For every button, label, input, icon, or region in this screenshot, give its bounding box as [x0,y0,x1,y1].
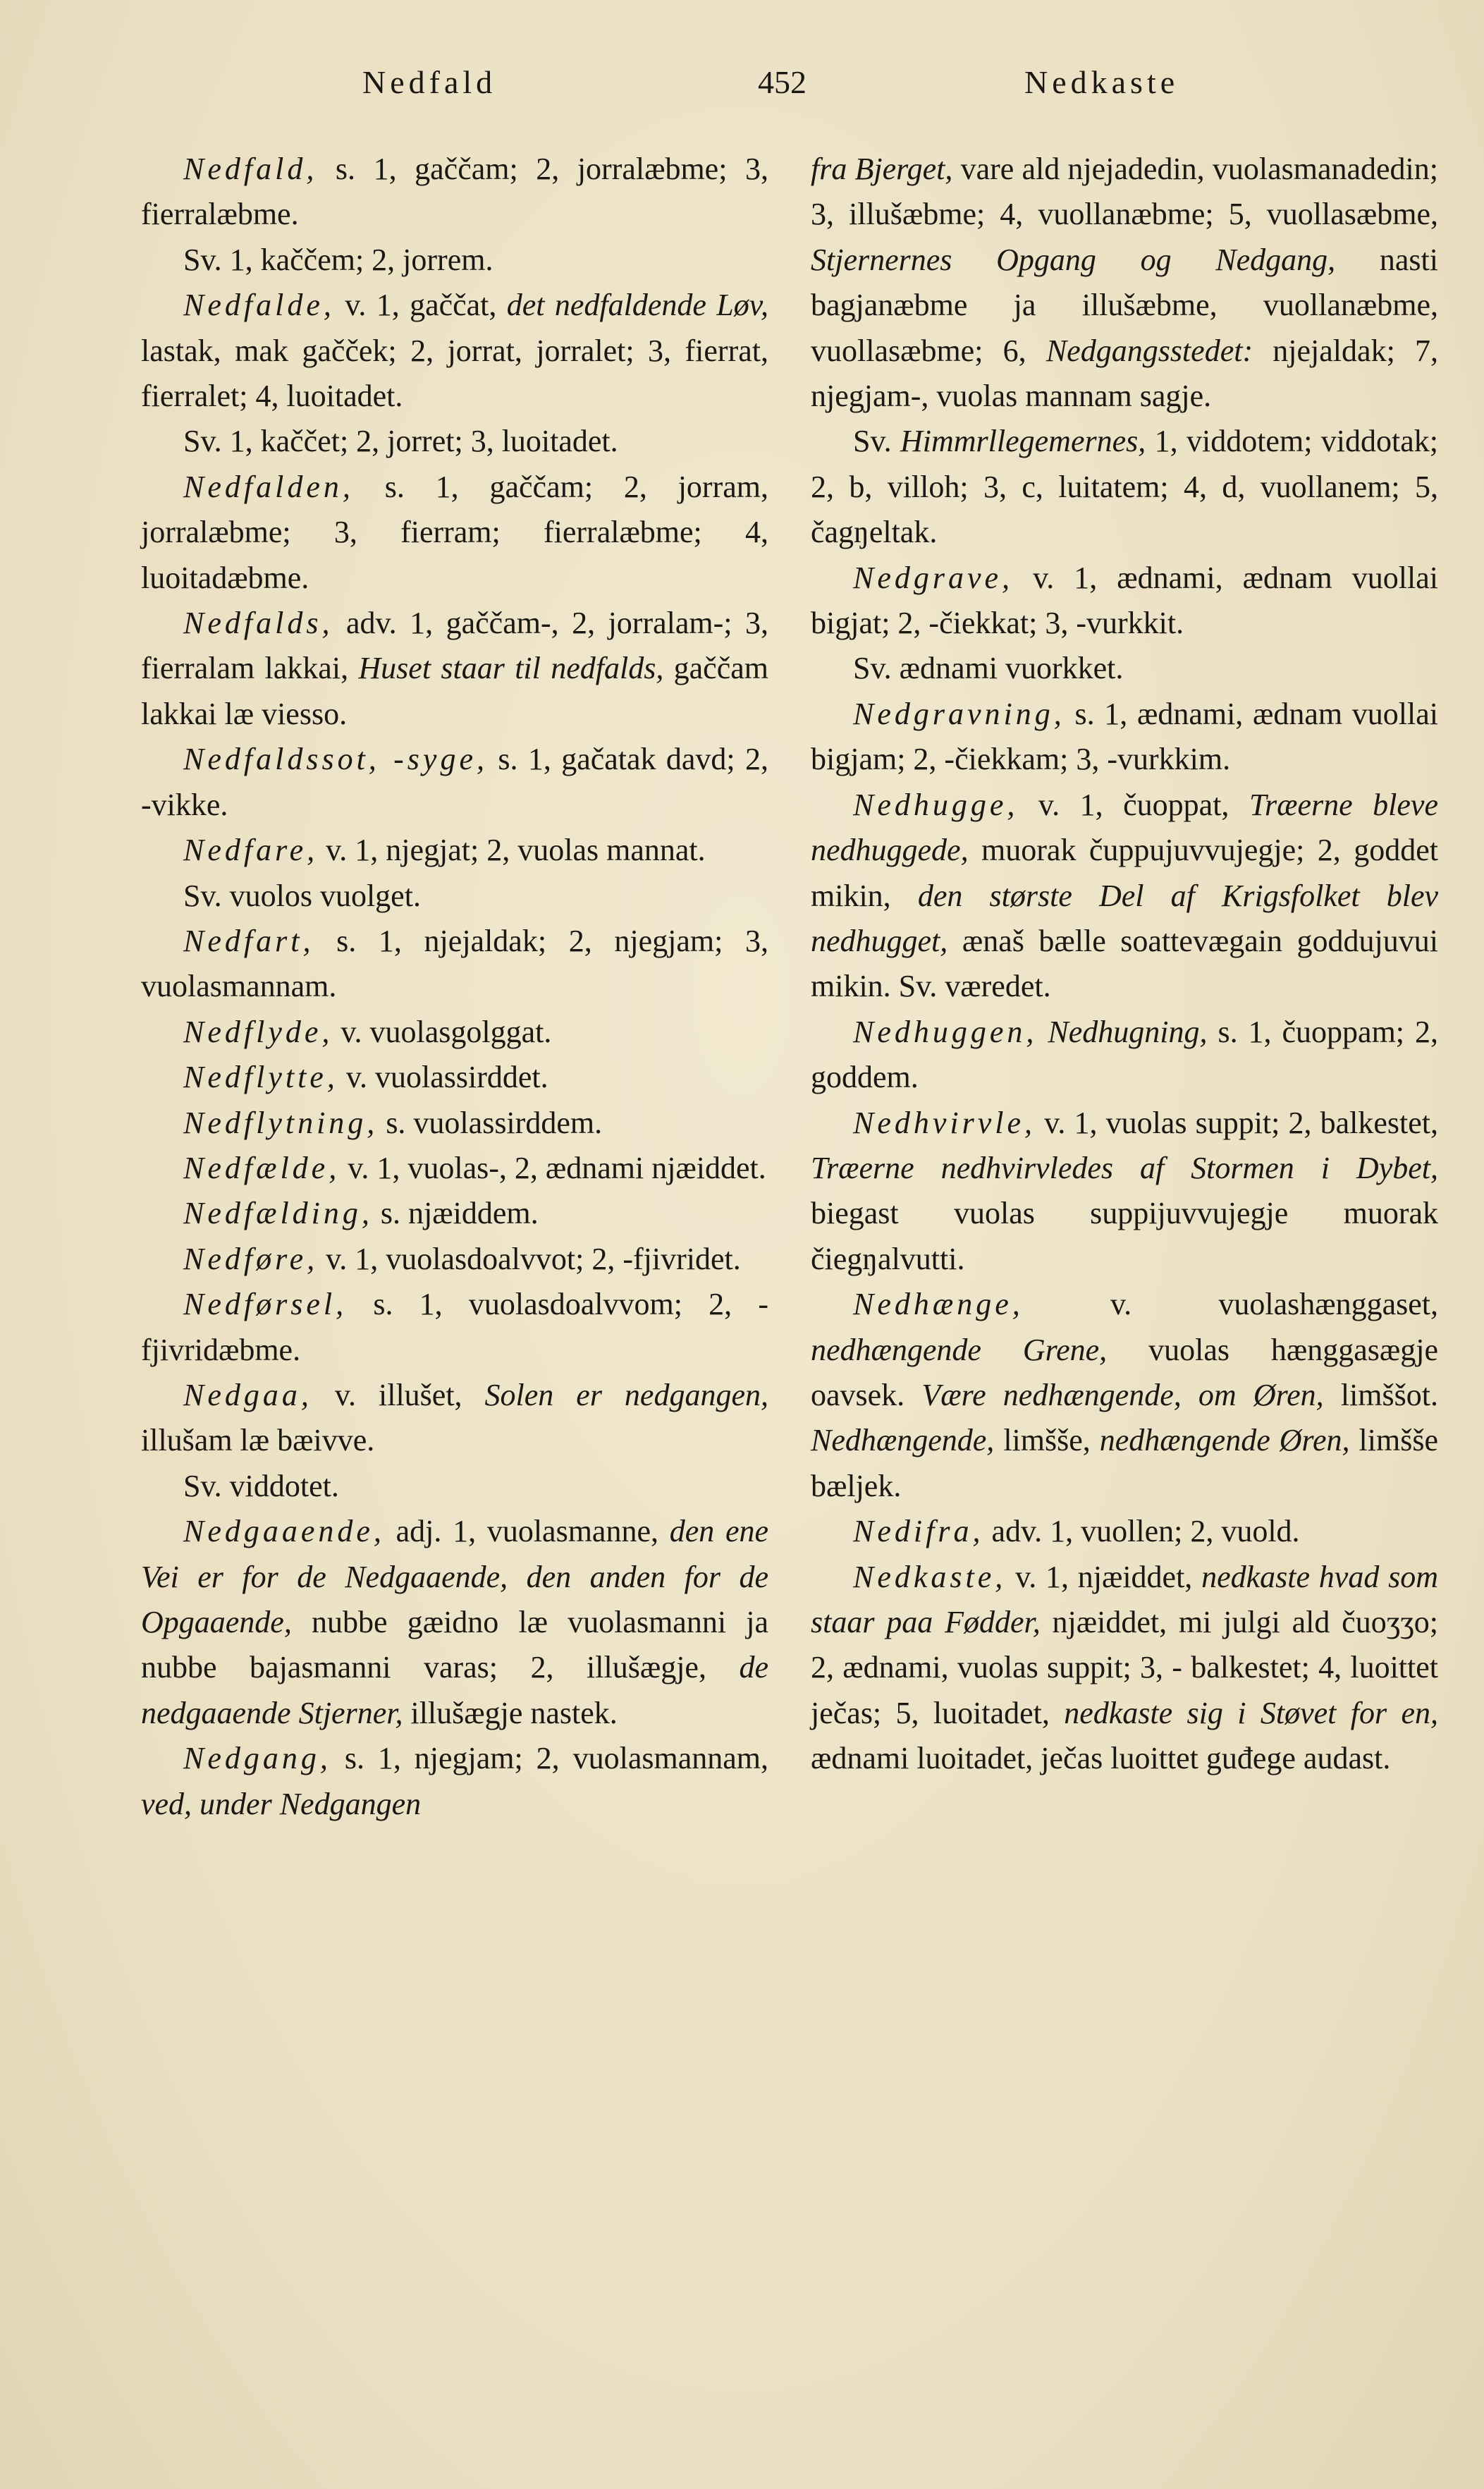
entry-nedgang: Nedgang, s. 1, njegjam; 2, vuolasmannam, ved, under Nedgangen [141,1741,768,1821]
entry-nedkaste: Nedkaste, v. 1, njæiddet, nedkaste hvad som staar paa Fødder, njæiddet, mi julgi ald čuoʒʒo; 2, ædnami, vuolas suppit; 3, - balkestet; 4, luoittet ječas; 5, luoitadet, nedkaste sig i Støvet for en, ædnami luoitadet, ječas luoittet guđege audast. [811,1559,1438,1776]
entry-nedfaelde: Nedfælde, v. 1, vuolas-, 2, ædnami njæiddet. [183,1150,766,1185]
see-also: Sv. Himmrllegemernes, 1, viddotem; viddotak; 2, b, villoh; 3, c, luitatem; 4, d, vuollanem; 5, čagŋeltak. [811,424,1438,550]
entry-nedfalden: Nedfalden, s. 1, gaččam; 2, jorram, jorralæbme; 3, fierram; fierralæbme; 4, luoitadæbme. [141,469,768,595]
entry-nedgravning: Nedgravning, s. 1, ædnami, ædnam vuollai bigjam; 2, -čiekkam; 3, -vurkkim. [811,696,1438,777]
entry-nedhugge: Nedhugge, v. 1, čuoppat, Træerne bleve nedhuggede, muorak čuppujuvvujegje; 2, goddet mikin, den største Del af Krigsfolket blev nedhugget, ænaš bælle soattevægain goddujuvui mikin. Sv. væredet. [811,787,1438,1004]
see-also: Sv. 1, kaččem; 2, jorrem. [183,242,493,277]
entry-nedgang-continued: fra Bjerget, vare ald njejadedin, vuolasmanadedin; 3, illušæbme; 4, vuollanæbme; 5, vuollasæbme, Stjernernes Opgang og Nedgang, nasti bagjanæbme ja illušæbme, vuollanæbme, vuollasæbme; 6, Nedgangsstedet: njejaldak; 7, njegjam-, vuolas mannam sagje. [811,152,1438,414]
entry-nedgaa: Nedgaa, v. illušet, Solen er nedgangen, illušam læ bæivve. [141,1377,768,1458]
header-left-guideword: Nedfald [362,64,497,100]
right-column [811,147,1438,1782]
entry-nedfald: Nedfald, s. 1, gaččam; 2, jorralæbme; 3, fierralæbme. [141,152,768,232]
entry-nedfore: Nedføre, v. 1, vuolasdoalvvot; 2, -fjivridet. [183,1241,741,1276]
entry-nedfaldssot: Nedfaldssot, -syge, s. 1, gačatak davd; 2, -vikke. [141,742,769,822]
see-also: Sv. viddotet. [183,1468,339,1503]
entry-nedflytning: Nedflytning, s. vuolassirddem. [183,1105,603,1140]
entry-nedflytte: Nedflytte, v. vuolassirddet. [183,1060,548,1095]
entry-nedifra: Nedifra, adv. 1, vuollen; 2, vuold. [853,1514,1300,1549]
entry-nedfaelding: Nedfælding, s. njæiddem. [183,1196,539,1231]
entry-nedfart: Nedfart, s. 1, njejaldak; 2, njegjam; 3, vuolasmannam. [141,923,768,1004]
entry-nedhaenge: Nedhænge, v. vuolashænggaset, nedhængende Grene, vuolas hænggasægje oavsek. Være nedhængende, om Øren, limššot. Nedhængende, limšše, nedhængende Øren, limšše bæljek. [811,1287,1438,1503]
running-header [141,56,1343,106]
header-right-guideword: Nedkaste [1024,64,1179,100]
left-column [141,147,768,1827]
entry-nedfalds: Nedfalds, adv. 1, gaččam-, 2, jorralam-; 3, fierralam lakkai, Huset staar til nedfalds, gaččam lakkai læ viesso. [141,606,768,731]
entry-nedhvirvle: Nedhvirvle, v. 1, vuolas suppit; 2, balkestet, Træerne nedhvirvledes af Stormen i Dybet, biegast vuolas suppijuvvujegje muorak čiegŋalvutti. [811,1105,1438,1276]
page-number: 452 [758,64,807,100]
entry-nedfare: Nedfare, v. 1, njegjat; 2, vuolas mannat. [183,833,706,868]
see-also: Sv. 1, kaččet; 2, jorret; 3, luoitadet. [183,424,618,459]
entry-nedhuggen: Nedhuggen, Nedhugning, s. 1, čuoppam; 2, goddem. [811,1014,1438,1095]
entry-nedfalde: Nedfalde, v. 1, gaččat, det nedfaldende Løv, lastak, mak gačček; 2, jorrat, jorralet; 3, fierrat, fierralet; 4, luoitadet. [141,288,768,414]
entry-nedgrave: Nedgrave, v. 1, ædnami, ædnam vuollai bigjat; 2, -čiekkat; 3, -vurkkit. [811,560,1438,641]
entry-nedforsel: Nedførsel, s. 1, vuolasdoalvvom; 2, -fjivridæbme. [141,1287,768,1367]
entry-nedgaaende: Nedgaaende, adj. 1, vuolasmanne, den ene Vei er for de Nedgaaende, den anden for de Opgaaende, nubbe gæidno læ vuolasmanni ja nubbe bajasmanni varas; 2, illušægje, de nedgaaende Stjerner, illušægje nastek. [141,1514,769,1730]
entry-nedflyde: Nedflyde, v. vuolasgolggat. [183,1014,552,1049]
see-also: Sv. vuolos vuolget. [183,878,421,913]
see-also: Sv. ædnami vuorkket. [853,651,1124,686]
